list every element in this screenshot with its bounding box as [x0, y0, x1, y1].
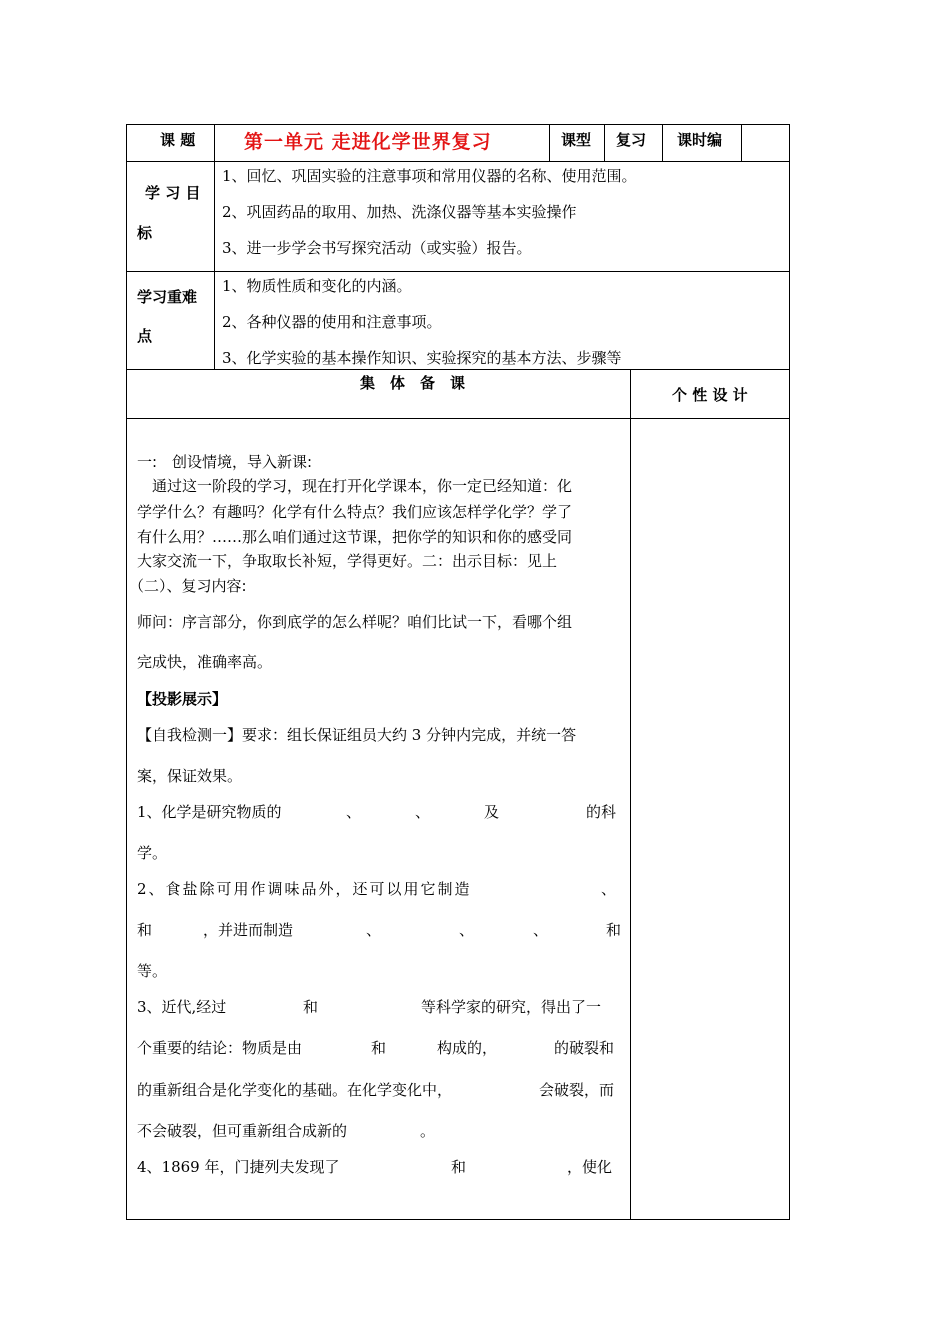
blank-separator: 及: [484, 803, 500, 821]
blank-separator: 、: [366, 921, 382, 939]
col-divider: [662, 124, 663, 162]
question-3-line3: 的重新组合是化学变化的基础。在化学变化中，: [137, 1081, 453, 1099]
question-3-line2: 个重要的结论：物质是由: [137, 1039, 303, 1057]
row-divider: [126, 369, 790, 370]
personal-design-header: 个 性 设 计: [672, 386, 748, 404]
blank-separator: 和: [303, 998, 319, 1016]
keypoint-item: 1、物质性质和变化的内涵。: [222, 277, 412, 295]
question-3-line3-end: 会破裂，而: [539, 1081, 615, 1099]
topic-label: 课 题: [160, 131, 196, 149]
table-border-top: [126, 124, 790, 125]
blank-separator: 、: [459, 921, 475, 939]
table-border-bottom: [126, 1219, 790, 1220]
blank-separator: 和: [137, 921, 153, 939]
blank-separator: 和: [451, 1158, 467, 1176]
question-4: 4、1869 年，门捷列夫发现了: [137, 1158, 340, 1176]
question-1-cont: 学。: [137, 844, 168, 862]
question-3-line2-mid: 构成的，: [437, 1039, 498, 1057]
lesson-type-label: 课型: [561, 131, 592, 149]
blank-separator: 、: [533, 921, 549, 939]
objective-item: 2、巩固药品的取用、加热、洗涤仪器等基本实验操作: [222, 203, 577, 221]
question-3-line4-end: 。: [420, 1122, 436, 1140]
selfcheck-line: 【自我检测一】要求：组长保证组员大约 3 分钟内完成，并统一答: [137, 726, 577, 744]
question-3-line2-end: 的破裂和: [554, 1039, 615, 1057]
question-4-end: ，使化: [567, 1158, 613, 1176]
row-divider: [126, 271, 790, 272]
intro-para-line: 有什么用？……那么咱们通过这节课，把你学的知识和你的感受同: [137, 528, 573, 546]
col-divider: [214, 124, 215, 370]
keypoint-item: 3、化学实验的基本操作知识、实验探究的基本方法、步骤等: [222, 349, 622, 367]
collective-prep-header: 集 体 备 课: [360, 374, 466, 392]
projection-heading: 【投影展示】: [137, 690, 228, 708]
col-divider: [630, 369, 631, 1220]
blank-separator: 、: [415, 803, 431, 821]
question-2: 2、食盐除可用作调味品外，还可以用它制造: [137, 880, 472, 898]
question-1: 1、化学是研究物质的: [137, 803, 282, 821]
question-3: 3、近代,经过: [137, 998, 227, 1016]
intro-para-line: 通过这一阶段的学习，现在打开化学课本，你一定已经知道：化: [137, 477, 573, 495]
question-3-after: 等科学家的研究，得出了一: [421, 998, 602, 1016]
objectives-label-line2: 标: [137, 224, 153, 242]
row-divider: [126, 418, 790, 419]
teacher-question-line: 完成快，准确率高。: [137, 653, 273, 671]
question-2-mid: ，并进而制造: [203, 921, 294, 939]
lesson-type-value: 复习: [616, 131, 647, 149]
keypoints-label-line1: 学习重难: [137, 288, 198, 306]
objective-item: 1、回忆、巩固实验的注意事项和常用仪器的名称、使用范围。: [222, 167, 637, 185]
objectives-pointer: 二：出示目标：见上: [422, 552, 558, 570]
keypoint-item: 2、各种仪器的使用和注意事项。: [222, 313, 442, 331]
row-divider: [126, 161, 790, 162]
col-divider: [549, 124, 550, 162]
blank-separator: 和: [371, 1039, 387, 1057]
col-divider: [741, 124, 742, 162]
question-1-end: 的科: [586, 803, 617, 821]
review-heading: （二）、复习内容:: [129, 577, 247, 595]
objective-item: 3、进一步学会书写探究活动（或实验）报告。: [222, 239, 532, 257]
intro-para-end: 大家交流一下，争取取长补短，学得更好。: [137, 552, 423, 570]
question-3-line4: 不会破裂，但可重新组合成新的: [137, 1122, 348, 1140]
col-divider: [604, 124, 605, 162]
blank-separator: 和: [606, 921, 622, 939]
question-2-cont: 等。: [137, 962, 168, 980]
intro-para-line: [137, 551, 557, 571]
selfcheck-line: 案，保证效果。: [137, 767, 243, 785]
table-border-left: [126, 124, 127, 1220]
blank-separator: 、: [601, 880, 617, 898]
period-label: 课时编: [677, 131, 723, 149]
blank-separator: 、: [346, 803, 362, 821]
intro-heading: 一: 创设情境，导入新课:: [137, 453, 313, 471]
objectives-label-line1: 学 习 目: [145, 184, 201, 202]
keypoints-label-line2: 点: [137, 327, 153, 345]
intro-para-line: 学学什么？有趣吗？化学有什么特点？我们应该怎样学化学？学了: [137, 503, 573, 521]
page-title: 第一单元 走进化学世界复习: [244, 131, 492, 153]
table-border-right: [789, 124, 790, 1220]
teacher-question-line: 师问：序言部分，你到底学的怎么样呢？咱们比试一下，看哪个组: [137, 613, 573, 631]
